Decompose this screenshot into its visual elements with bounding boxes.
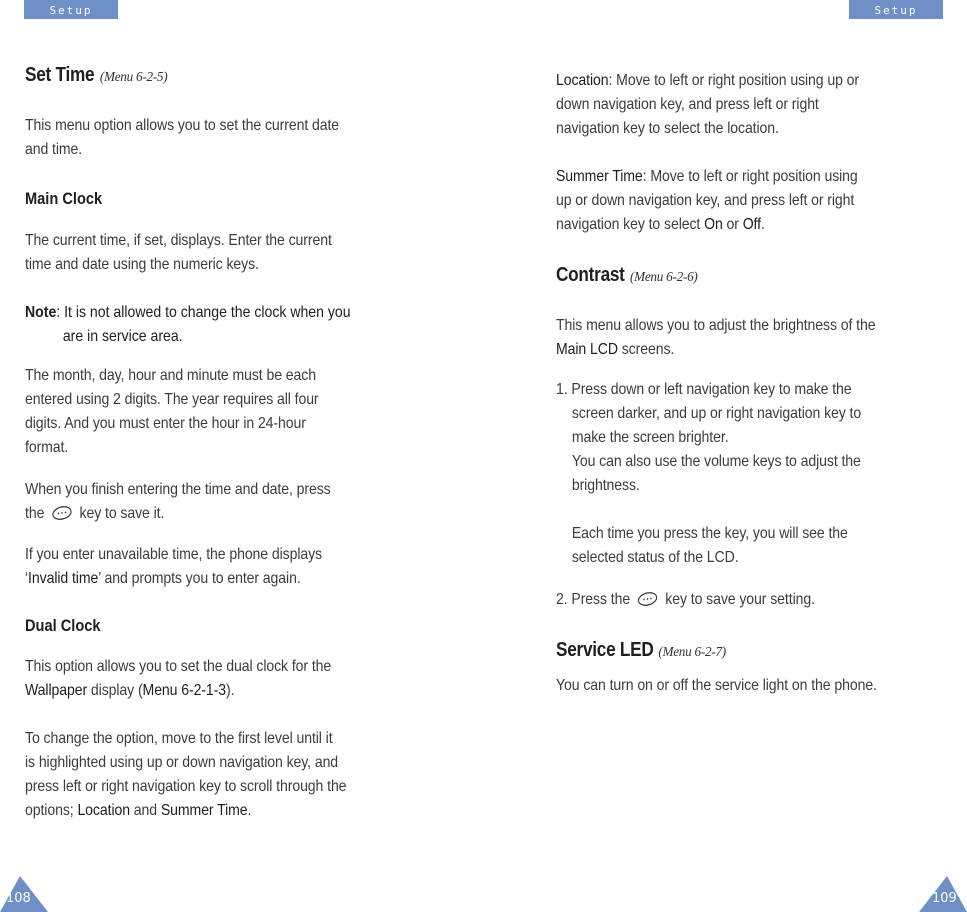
text-fragment: . <box>760 216 765 233</box>
service-led-text <box>556 674 921 698</box>
note-block <box>25 301 395 349</box>
invalid-time-text <box>25 543 363 591</box>
text-line: Each time you press the key, you will see the <box>571 525 848 542</box>
text-line: This menu allows you to adjust the brightness of the <box>556 317 876 334</box>
summer-time-term: Summer Time <box>556 168 643 185</box>
text-line: : It is not allowed to change the clock when you <box>56 304 351 321</box>
text-fragment: navigation key to select <box>556 216 705 233</box>
text-line: When you finish entering the time and date, press <box>25 481 331 498</box>
summer-time-term: Summer Time <box>160 802 248 819</box>
text-line: You can also use the volume keys to adjust the <box>571 453 861 470</box>
text-line: entered using 2 digits. The year requires all four <box>25 391 319 408</box>
text-line: time and date using the numeric keys. <box>25 256 259 273</box>
text-line: To change the option, move to the first level until it <box>25 730 333 747</box>
text-fragment: ’ and prompts you to enter again. <box>98 570 301 587</box>
menu-ref: Menu 6-2-1-3 <box>142 682 227 699</box>
text-line: format. <box>25 439 69 456</box>
main-clock-text <box>25 229 374 277</box>
text-line: press left or right navigation key to scroll through the <box>25 778 347 795</box>
text-fragment: ‘ <box>25 570 29 587</box>
text-line: This menu option allows you to set the current date <box>25 117 340 134</box>
service-led-heading <box>556 639 727 662</box>
text-fragment: key to save your setting. <box>665 591 815 608</box>
step-2 <box>556 588 850 612</box>
page-number-text: 108 <box>6 891 31 906</box>
wallpaper-term: Wallpaper <box>25 682 88 699</box>
text-line: 1. Press down or left navigation key to make the <box>556 381 852 398</box>
step-1-continued <box>556 522 888 570</box>
contrast-text <box>556 314 919 362</box>
page-number-right <box>919 874 967 912</box>
main-clock-heading: Main Clock <box>25 189 103 208</box>
dual-clock-heading: Dual Clock <box>25 616 101 635</box>
text-line: down navigation key, and press left or right <box>556 96 819 113</box>
text-line: selected status of the LCD. <box>571 549 739 566</box>
off-term: Off <box>742 216 761 233</box>
on-term: On <box>704 216 723 233</box>
text-line: make the screen brighter. <box>571 429 729 446</box>
dual-clock-text <box>25 655 373 703</box>
text-fragment: : Move to left or right position using up or <box>608 72 860 89</box>
text-line: The month, day, hour and minute must be each <box>25 367 316 384</box>
text-fragment: and <box>129 802 161 819</box>
service-led-menu-ref: (Menu 6-2-7) <box>658 645 727 660</box>
text-line: You can turn on or off the service light on the phone. <box>556 677 877 694</box>
step-1 <box>556 378 903 498</box>
text-line: navigation key to select the location. <box>556 120 779 137</box>
location-term: Location <box>77 802 130 819</box>
service-led-title: Service LED <box>556 639 654 661</box>
ok-key-icon <box>51 506 72 520</box>
text-line: The current time, if set, displays. Enter the current <box>25 232 332 249</box>
text-fragment: screens. <box>617 341 675 358</box>
text-line: is highlighted using up or down navigation key, and <box>25 754 339 771</box>
set-time-menu-ref: (Menu 6-2-5) <box>99 70 168 85</box>
text-fragment: the <box>25 505 45 522</box>
text-fragment: : Move to left or right position using <box>642 168 858 185</box>
text-line: are in service area. <box>62 328 183 345</box>
text-line: and time. <box>25 141 83 158</box>
text-line: screen darker, and up or right navigation key to <box>571 405 862 422</box>
contrast-heading <box>556 264 698 287</box>
text-line: digits. And you must enter the hour in 24-hour <box>25 415 306 432</box>
text-fragment: display ( <box>87 682 143 699</box>
contrast-title: Contrast <box>556 264 625 286</box>
text-line: If you enter unavailable time, the phone displays <box>25 546 323 563</box>
text-fragment: or <box>722 216 743 233</box>
text-fragment: options; <box>25 802 78 819</box>
ok-key-icon <box>637 592 658 606</box>
text-fragment: key to save it. <box>79 505 165 522</box>
section-tab-right: Setup <box>849 0 943 19</box>
text-line: brightness. <box>571 477 640 494</box>
location-text <box>556 69 900 141</box>
set-time-heading <box>25 64 168 87</box>
text-line: This option allows you to set the dual clock for the <box>25 658 332 675</box>
digits-text <box>25 364 359 460</box>
text-fragment: . <box>247 802 252 819</box>
contrast-menu-ref: (Menu 6-2-6) <box>629 270 698 285</box>
section-tab-left: Setup <box>24 0 118 19</box>
text-line: up or down navigation key, and press left or right <box>556 192 855 209</box>
main-lcd-term: Main LCD <box>556 341 618 358</box>
location-term: Location <box>556 72 609 89</box>
page-number-left <box>0 874 48 912</box>
set-time-intro <box>25 114 382 162</box>
text-fragment: ). <box>226 682 235 699</box>
invalid-time-term: Invalid time <box>28 570 99 587</box>
finish-text <box>25 478 372 526</box>
summer-time-text <box>556 165 899 237</box>
page-number-text: 109 <box>932 891 957 906</box>
text-fragment: 2. Press the <box>556 591 631 608</box>
note-label: Note <box>25 304 57 321</box>
change-option-text <box>25 727 390 823</box>
set-time-title: Set Time <box>25 64 95 86</box>
